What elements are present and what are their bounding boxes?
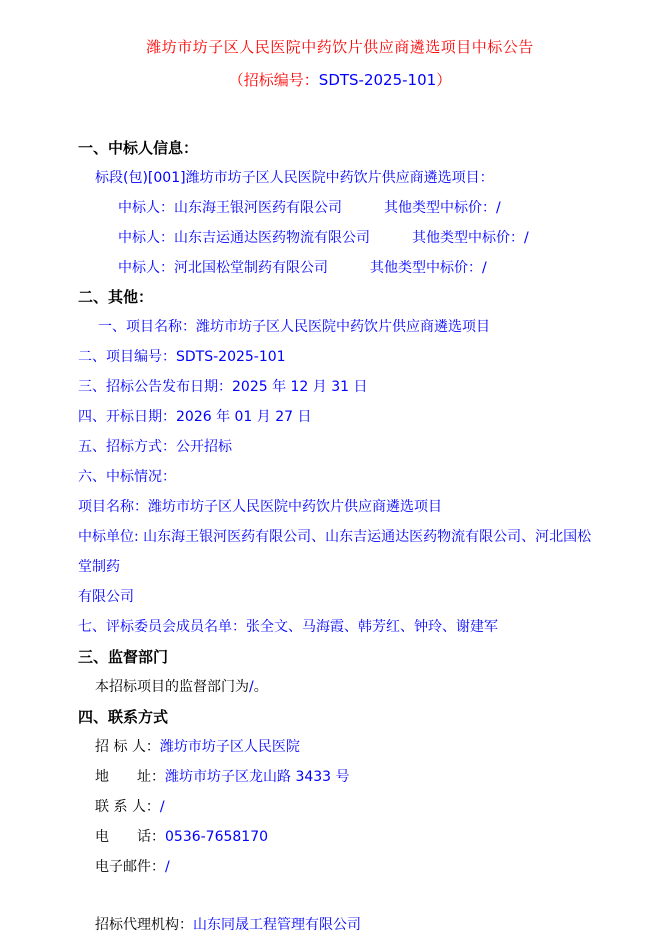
supervision-body xyxy=(78,672,602,702)
subtitle-prefix: （招标编号： xyxy=(228,71,319,89)
evaluation-committee-line: 七、评标委员会成员名单：张全文、马海霞、韩芳红、钟玲、谢建军 xyxy=(78,619,498,635)
tender-method-line: 五、招标方式：公开招标 xyxy=(78,439,232,455)
project-name-line: 一、项目名称：潍坊市坊子区人民医院中药饮片供应商遴选项目 xyxy=(98,319,490,335)
package-line: 标段(包)[001]潍坊市坊子区人民医院中药饮片供应商遴选项目： xyxy=(95,170,494,186)
contact-row-phone xyxy=(78,822,602,852)
page-title: 潍坊市坊子区人民医院中药饮片供应商遴选项目中标公告 xyxy=(146,38,534,56)
section-heading-contact: 四、联系方式 xyxy=(78,708,169,726)
contact-row-person xyxy=(78,792,602,822)
contact-label: 电子邮件： xyxy=(95,859,165,875)
section-heading-winner-info: 一、中标人信息： xyxy=(78,139,199,157)
page-subtitle xyxy=(78,69,602,91)
supervision-prefix: 本招标项目的监督部门为 xyxy=(95,679,249,695)
contact-row-address xyxy=(78,762,602,792)
agency-row xyxy=(78,910,602,940)
agency-label: 招标代理机构： xyxy=(95,917,193,933)
contact-label: 电 话： xyxy=(95,829,165,845)
contact-value: / xyxy=(165,859,170,875)
award-units-line-wrap: 有限公司 xyxy=(78,589,134,605)
winner-line: 中标人：河北国松堂制药有限公司 其他类型中标价：/ xyxy=(118,260,487,276)
contact-label: 联 系 人： xyxy=(95,799,160,815)
contact-label: 地 址： xyxy=(95,769,165,785)
contact-row-email xyxy=(78,852,602,882)
contact-value: 潍坊市坊子区龙山路 3433 号 xyxy=(165,769,350,785)
contact-label: 招 标 人： xyxy=(95,739,160,755)
subtitle-suffix: ） xyxy=(436,71,452,89)
contact-value: 0536-7658170 xyxy=(165,829,269,845)
section-heading-other: 二、其他： xyxy=(78,288,154,306)
contact-row-tenderee xyxy=(78,732,602,762)
tender-code: SDTS-2025-101 xyxy=(318,71,437,89)
announcement-date-line: 三、招标公告发布日期：2025 年 12 月 31 日 xyxy=(78,379,368,395)
contact-value: / xyxy=(159,799,165,815)
supervision-suffix: 。 xyxy=(253,679,268,695)
bid-opening-date-line: 四、开标日期：2026 年 01 月 27 日 xyxy=(78,409,312,425)
winner-line: 中标人：山东吉运通达医药物流有限公司 其他类型中标价：/ xyxy=(118,230,529,246)
winner-line: 中标人：山东海王银河医药有限公司 其他类型中标价：/ xyxy=(118,200,501,216)
award-status-line: 六、中标情况： xyxy=(78,469,176,485)
supervision-value: / xyxy=(249,679,254,695)
section-heading-supervision: 三、监督部门 xyxy=(78,648,169,666)
award-units-line: 中标单位: 山东海王银河医药有限公司、山东吉运通达医药物流有限公司、河北国松堂制药 xyxy=(78,529,592,575)
project-code-line: 二、项目编号：SDTS-2025-101 xyxy=(78,349,286,365)
contact-value: 潍坊市坊子区人民医院 xyxy=(159,739,300,755)
agency-value: 山东同晟工程管理有限公司 xyxy=(193,917,361,933)
award-project-name-line: 项目名称：潍坊市坊子区人民医院中药饮片供应商遴选项目 xyxy=(78,499,442,515)
